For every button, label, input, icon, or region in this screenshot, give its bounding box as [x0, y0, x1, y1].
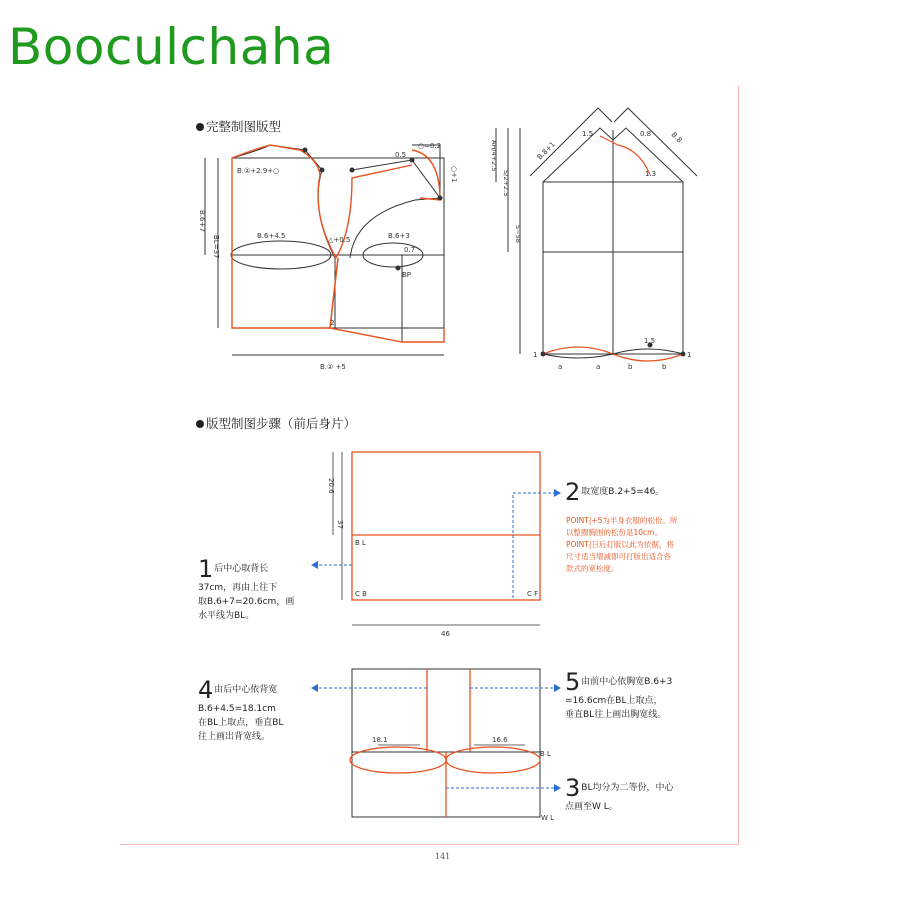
label-2: 2	[330, 319, 335, 327]
step-1-text: 1后中心取背长 37cm，再由上往下 取B.6+7=20.6cm，画 水平线为BL。	[198, 555, 295, 621]
label-37: 37	[336, 520, 344, 529]
label-46: 46	[441, 630, 450, 638]
label-triangle: △+0.5	[328, 236, 351, 244]
bottom-label-a2: a	[596, 363, 601, 371]
label-bl-4: B L	[540, 750, 551, 758]
label-0-7: 0.7	[404, 246, 416, 254]
label-back-width: B.6+4.5	[257, 232, 286, 240]
label-chest-width: B.6+3	[388, 232, 410, 240]
label-1-5-bottom: 1.5	[644, 337, 656, 345]
label-bx-1: B.8+1	[535, 140, 557, 162]
bottom-label-a1: a	[558, 363, 563, 371]
label-0-5: 0.5	[395, 151, 407, 159]
label-back-length: B.6+7	[198, 210, 206, 232]
bottom-label-b2: b	[662, 363, 667, 371]
label-18-1: 18.1	[372, 736, 388, 744]
label-bp: BP	[402, 271, 412, 279]
step-2-text: 2取宽度B.2+5=46。	[565, 478, 665, 506]
label-0-8: 0.8	[640, 130, 652, 138]
label-bl-step: B L	[355, 539, 366, 547]
label-20-6: 20.6	[327, 478, 335, 494]
arrow-step2	[513, 493, 560, 598]
label-circle: ○=0.2	[418, 142, 442, 150]
step-5-text: 5由前中心依胸宽B.6+3 =16.6cm在BL上取点， 垂直BL往上画出胸宽线。	[565, 668, 673, 720]
bottom-label-b1: b	[628, 363, 633, 371]
step-1-number: 1	[198, 555, 214, 583]
step-3-number: 3	[565, 774, 581, 802]
label-ah: AH/4+2.5	[490, 140, 498, 172]
label-1-left: 1	[533, 351, 538, 359]
label-16-6: 16.6	[492, 736, 508, 744]
label-1-3: 1.3	[645, 170, 657, 178]
label-total-width: B.② +5	[320, 363, 346, 371]
site-logo: Booculchaha	[8, 18, 335, 76]
diagram-sleeve-pattern	[496, 108, 697, 361]
step-5-number: 5	[565, 668, 581, 696]
label-s-half: S/2+2.5	[502, 170, 510, 197]
label-1-right: 1	[687, 351, 692, 359]
step-2-point-notes: POINT|+5为半身衣服的松份。所 以整圈胸围的松份是10cm。 POINT|日后打版以此为依据，将 尺寸适当增减即可打版出适合各 款式的宽松度。	[566, 516, 678, 573]
label-s-58: S~58	[514, 225, 522, 243]
page-number: 141	[435, 852, 451, 861]
label-neck: B.②+2.9+○	[237, 167, 280, 175]
label-bl-37: BL=37	[212, 235, 220, 259]
label-cf: C F	[527, 590, 539, 598]
section-title-full-pattern: 完整制图版型	[196, 117, 281, 135]
step-4-number: 4	[198, 676, 214, 704]
label-circle-1: ○+1	[450, 166, 458, 183]
label-cb: C B	[355, 590, 367, 598]
section-title-steps: 版型制图步骤（前后身片）	[196, 414, 356, 432]
step-4-text: 4由后中心依背宽 B.6+4.5=18.1cm 在BL上取点，垂直BL 往上画出背宽线。	[198, 676, 284, 742]
label-1-5-top: 1.5	[582, 130, 594, 138]
step-3-text: 3BL均分为二等份，中心 点画至W L。	[565, 774, 674, 812]
step-2-number: 2	[565, 478, 581, 506]
label-wl: W L	[541, 814, 555, 822]
label-bx: B.8	[669, 130, 684, 145]
